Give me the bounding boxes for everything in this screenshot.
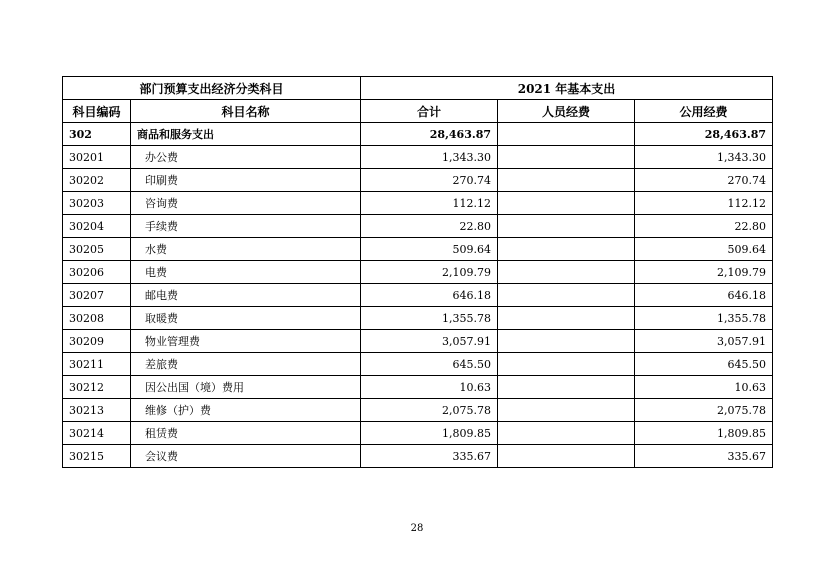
cell-name: 差旅费 <box>131 353 361 376</box>
cell-name: 咨询费 <box>131 192 361 215</box>
cell-code: 30204 <box>63 215 131 238</box>
table-header-row-2 <box>63 100 773 123</box>
cell-code: 30209 <box>63 330 131 353</box>
cell-total: 3,057.91 <box>361 330 498 353</box>
cell-code: 30214 <box>63 422 131 445</box>
cell-personnel <box>498 238 635 261</box>
cell-total: 335.67 <box>361 445 498 468</box>
cell-personnel <box>498 376 635 399</box>
cell-personnel <box>498 353 635 376</box>
column-header-personnel: 人员经费 <box>498 100 635 123</box>
cell-public: 3,057.91 <box>635 330 773 353</box>
header-basic-expenditure: 2021 年基本支出 <box>361 77 773 100</box>
cell-total: 645.50 <box>361 353 498 376</box>
cell-total: 1,343.30 <box>361 146 498 169</box>
cell-public: 335.67 <box>635 445 773 468</box>
cell-public: 2,109.79 <box>635 261 773 284</box>
budget-table <box>62 76 773 468</box>
table-row <box>63 238 773 261</box>
cell-public: 270.74 <box>635 169 773 192</box>
cell-name: 邮电费 <box>131 284 361 307</box>
cell-name: 因公出国（境）费用 <box>131 376 361 399</box>
cell-name: 水费 <box>131 238 361 261</box>
cell-code: 30202 <box>63 169 131 192</box>
table-row <box>63 399 773 422</box>
table-row <box>63 330 773 353</box>
header-classification: 部门预算支出经济分类科目 <box>63 77 361 100</box>
cell-code: 30206 <box>63 261 131 284</box>
cell-code: 30212 <box>63 376 131 399</box>
cell-name: 物业管理费 <box>131 330 361 353</box>
cell-total: 10.63 <box>361 376 498 399</box>
column-header-public: 公用经费 <box>635 100 773 123</box>
table-row <box>63 261 773 284</box>
cell-public: 1,343.30 <box>635 146 773 169</box>
cell-code: 30203 <box>63 192 131 215</box>
cell-personnel <box>498 146 635 169</box>
cell-personnel <box>498 422 635 445</box>
cell-personnel <box>498 192 635 215</box>
column-header-name: 科目名称 <box>131 100 361 123</box>
table-row <box>63 215 773 238</box>
cell-name: 取暖费 <box>131 307 361 330</box>
table-row <box>63 169 773 192</box>
cell-name: 办公费 <box>131 146 361 169</box>
cell-public: 646.18 <box>635 284 773 307</box>
cell-name: 商品和服务支出 <box>131 123 361 146</box>
cell-total: 509.64 <box>361 238 498 261</box>
cell-code: 30213 <box>63 399 131 422</box>
table-row <box>63 123 773 146</box>
cell-public: 10.63 <box>635 376 773 399</box>
table-row <box>63 445 773 468</box>
cell-personnel <box>498 123 635 146</box>
table-row <box>63 192 773 215</box>
cell-code: 30201 <box>63 146 131 169</box>
cell-personnel <box>498 399 635 422</box>
cell-total: 1,355.78 <box>361 307 498 330</box>
cell-name: 会议费 <box>131 445 361 468</box>
column-header-total: 合计 <box>361 100 498 123</box>
cell-total: 270.74 <box>361 169 498 192</box>
cell-name: 维修（护）费 <box>131 399 361 422</box>
page-number: 28 <box>410 523 424 534</box>
cell-total: 22.80 <box>361 215 498 238</box>
cell-code: 302 <box>63 123 131 146</box>
cell-public: 2,075.78 <box>635 399 773 422</box>
cell-code: 30208 <box>63 307 131 330</box>
cell-total: 112.12 <box>361 192 498 215</box>
cell-public: 112.12 <box>635 192 773 215</box>
column-header-code: 科目编码 <box>63 100 131 123</box>
cell-public: 645.50 <box>635 353 773 376</box>
table-row <box>63 284 773 307</box>
cell-public: 509.64 <box>635 238 773 261</box>
cell-name: 印刷费 <box>131 169 361 192</box>
cell-code: 30205 <box>63 238 131 261</box>
cell-public: 1,809.85 <box>635 422 773 445</box>
table-row <box>63 307 773 330</box>
cell-personnel <box>498 445 635 468</box>
table-row <box>63 353 773 376</box>
cell-code: 30215 <box>63 445 131 468</box>
cell-total: 1,809.85 <box>361 422 498 445</box>
cell-personnel <box>498 261 635 284</box>
cell-name: 电费 <box>131 261 361 284</box>
cell-total: 2,075.78 <box>361 399 498 422</box>
cell-total: 646.18 <box>361 284 498 307</box>
table-body <box>63 123 773 468</box>
cell-personnel <box>498 284 635 307</box>
table-row <box>63 376 773 399</box>
cell-public: 1,355.78 <box>635 307 773 330</box>
table-row <box>63 422 773 445</box>
cell-total: 28,463.87 <box>361 123 498 146</box>
cell-personnel <box>498 169 635 192</box>
table-header-row-1 <box>63 77 773 100</box>
cell-name: 手续费 <box>131 215 361 238</box>
cell-personnel <box>498 215 635 238</box>
cell-personnel <box>498 330 635 353</box>
table-row <box>63 146 773 169</box>
cell-personnel <box>498 307 635 330</box>
cell-code: 30207 <box>63 284 131 307</box>
cell-total: 2,109.79 <box>361 261 498 284</box>
cell-public: 28,463.87 <box>635 123 773 146</box>
cell-public: 22.80 <box>635 215 773 238</box>
cell-code: 30211 <box>63 353 131 376</box>
cell-name: 租赁费 <box>131 422 361 445</box>
